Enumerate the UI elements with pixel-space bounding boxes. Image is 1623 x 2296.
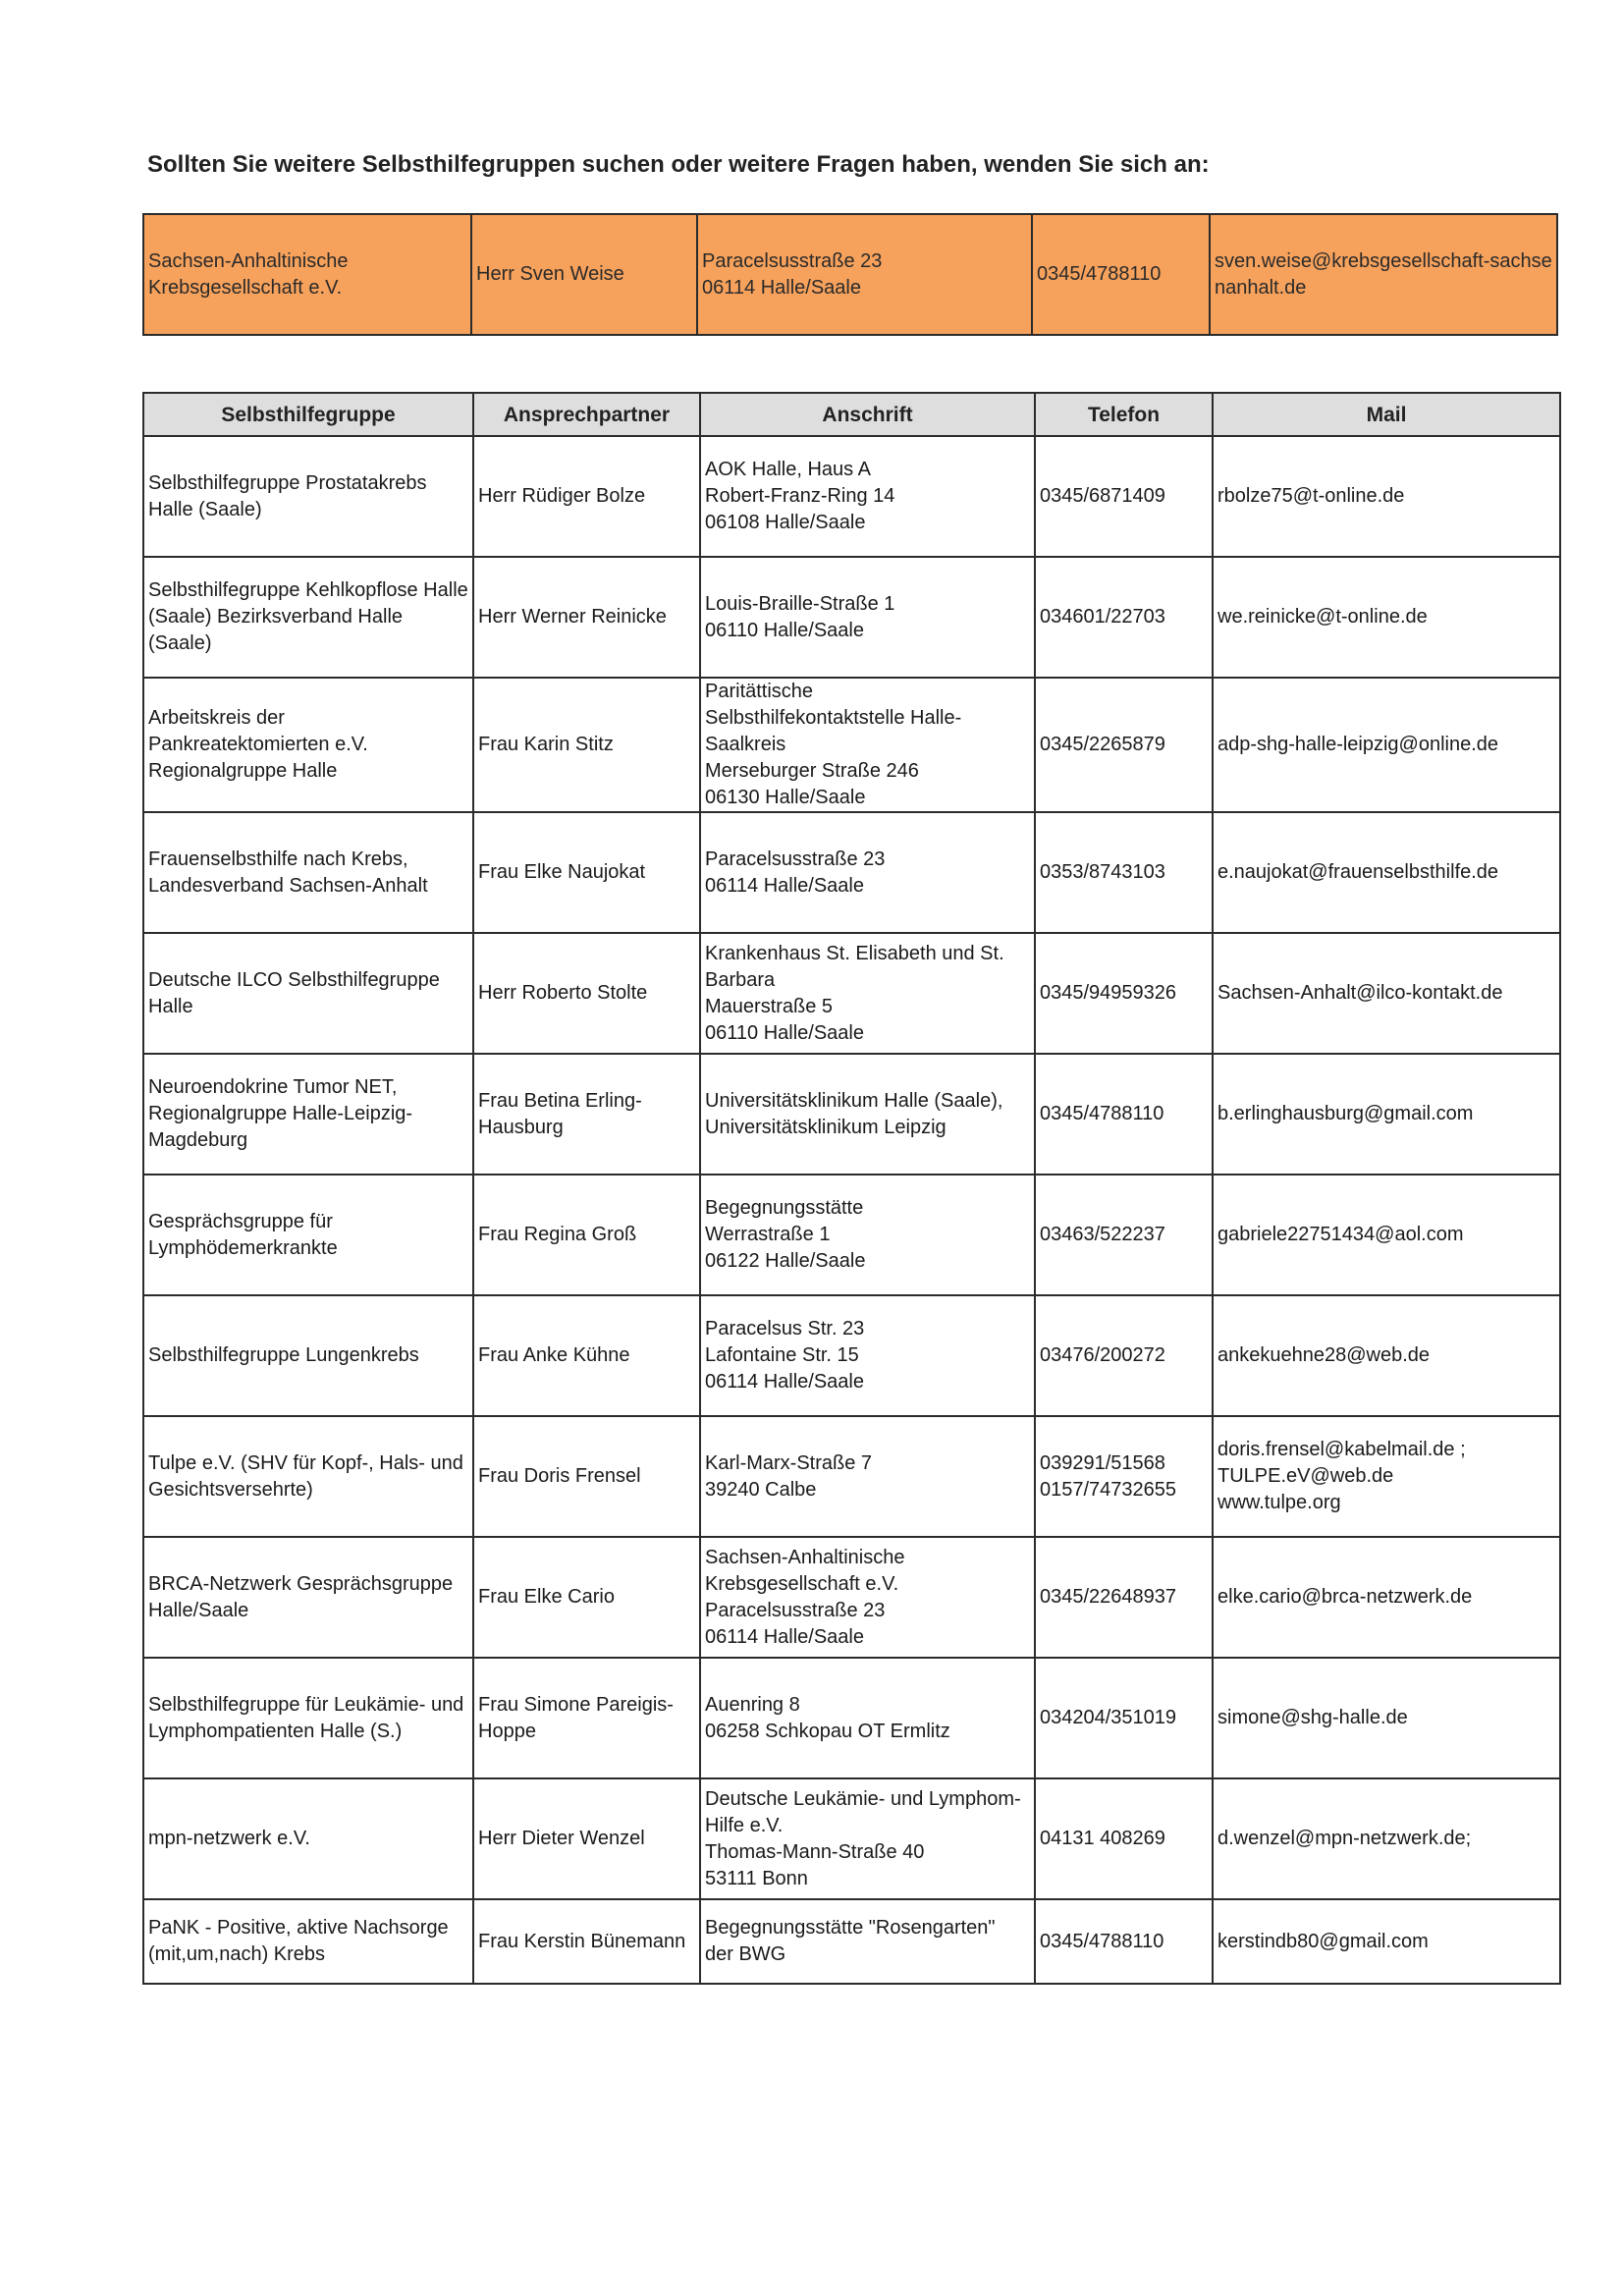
phone-cell: 0345/4788110	[1035, 1054, 1213, 1175]
support-groups-table	[142, 392, 1561, 1985]
contact-address: Paracelsusstraße 23 06114 Halle/Saale	[697, 214, 1032, 335]
group-name-cell: Arbeitskreis der Pankreatektomierten e.V. Regionalgruppe Halle	[143, 678, 473, 812]
group-name-cell: Gesprächsgruppe für Lymphödemerkrankte	[143, 1175, 473, 1295]
mail-cell[interactable]: d.wenzel@mpn-netzwerk.de;	[1213, 1778, 1560, 1899]
mail-cell[interactable]: kerstindb80@gmail.com	[1213, 1899, 1560, 1984]
group-name-cell: Neuroendokrine Tumor NET, Regionalgruppe Halle-Leipzig-Magdeburg	[143, 1054, 473, 1175]
mail-cell[interactable]: elke.cario@brca-netzwerk.de	[1213, 1537, 1560, 1658]
contact-organization: Sachsen-Anhaltinische Krebsgesellschaft e.V.	[143, 214, 471, 335]
header-group: Selbsthilfegruppe	[143, 393, 473, 436]
address-cell: Begegnungsstätte Werrastraße 1 06122 Halle/Saale	[700, 1175, 1035, 1295]
phone-cell: 03463/522237	[1035, 1175, 1213, 1295]
table-row	[143, 1778, 1560, 1899]
contact-person-cell: Herr Rüdiger Bolze	[473, 436, 700, 557]
header-address: Anschrift	[700, 393, 1035, 436]
mail-cell[interactable]: adp-shg-halle-leipzig@online.de	[1213, 678, 1560, 812]
group-name-cell: Selbsthilfegruppe Lungenkrebs	[143, 1295, 473, 1416]
contact-person-cell: Frau Doris Frensel	[473, 1416, 700, 1537]
table-body	[143, 436, 1560, 1984]
address-cell: Universitätsklinikum Halle (Saale), Universitätsklinikum Leipzig	[700, 1054, 1035, 1175]
phone-cell: 0345/4788110	[1035, 1899, 1213, 1984]
contact-phone: 0345/4788110	[1032, 214, 1210, 335]
contact-person: Herr Sven Weise	[471, 214, 697, 335]
contact-person-cell: Frau Anke Kühne	[473, 1295, 700, 1416]
table-row	[143, 1416, 1560, 1537]
address-cell: Paracelsusstraße 23 06114 Halle/Saale	[700, 812, 1035, 933]
group-name-cell: PaNK - Positive, aktive Nachsorge (mit,um,nach) Krebs	[143, 1899, 473, 1984]
table-row	[143, 1899, 1560, 1984]
address-cell: AOK Halle, Haus A Robert-Franz-Ring 14 06108 Halle/Saale	[700, 436, 1035, 557]
address-cell: Auenring 8 06258 Schkopau OT Ermlitz	[700, 1658, 1035, 1778]
mail-cell[interactable]: rbolze75@t-online.de	[1213, 436, 1560, 557]
phone-cell: 039291/51568 0157/74732655	[1035, 1416, 1213, 1537]
table-row	[143, 1054, 1560, 1175]
group-name-cell: Deutsche ILCO Selbsthilfegruppe Halle	[143, 933, 473, 1054]
table-row	[143, 436, 1560, 557]
table-row	[143, 678, 1560, 812]
group-name-cell: Selbsthilfegruppe für Leukämie- und Lymphompatienten Halle (S.)	[143, 1658, 473, 1778]
phone-cell: 04131 408269	[1035, 1778, 1213, 1899]
group-name-cell: BRCA-Netzwerk Gesprächsgruppe Halle/Saale	[143, 1537, 473, 1658]
mail-cell[interactable]: b.erlinghausburg@gmail.com	[1213, 1054, 1560, 1175]
group-name-cell: Frauenselbsthilfe nach Krebs, Landesverband Sachsen-Anhalt	[143, 812, 473, 933]
table-row	[143, 1658, 1560, 1778]
phone-cell: 0345/94959326	[1035, 933, 1213, 1054]
group-name-cell: mpn-netzwerk e.V.	[143, 1778, 473, 1899]
phone-cell: 0345/2265879	[1035, 678, 1213, 812]
address-cell: Paritättische Selbsthilfekontaktstelle Halle- Saalkreis Merseburger Straße 246 06130 Halle/Saale	[700, 678, 1035, 812]
phone-cell: 0345/6871409	[1035, 436, 1213, 557]
contact-person-cell: Herr Roberto Stolte	[473, 933, 700, 1054]
table-row	[143, 812, 1560, 933]
group-name-cell: Selbsthilfegruppe Prostatakrebs Halle (Saale)	[143, 436, 473, 557]
mail-cell[interactable]: Sachsen-Anhalt@ilco-kontakt.de	[1213, 933, 1560, 1054]
address-cell: Paracelsus Str. 23 Lafontaine Str. 15 06114 Halle/Saale	[700, 1295, 1035, 1416]
address-cell: Krankenhaus St. Elisabeth und St. Barbara Mauerstraße 5 06110 Halle/Saale	[700, 933, 1035, 1054]
contact-person-cell: Herr Dieter Wenzel	[473, 1778, 700, 1899]
table-row	[143, 933, 1560, 1054]
header-mail: Mail	[1213, 393, 1560, 436]
contact-person-cell: Frau Elke Naujokat	[473, 812, 700, 933]
contact-person-cell: Frau Karin Stitz	[473, 678, 700, 812]
contact-person-cell: Herr Werner Reinicke	[473, 557, 700, 678]
page-heading: Sollten Sie weitere Selbsthilfegruppen suchen oder weitere Fragen haben, wenden Sie sich an:	[147, 151, 1210, 178]
contact-person-cell: Frau Elke Cario	[473, 1537, 700, 1658]
header-contact-person: Ansprechpartner	[473, 393, 700, 436]
phone-cell: 0353/8743103	[1035, 812, 1213, 933]
table-row	[143, 1175, 1560, 1295]
header-phone: Telefon	[1035, 393, 1213, 436]
group-name-cell: Tulpe e.V. (SHV für Kopf-, Hals- und Gesichtsversehrte)	[143, 1416, 473, 1537]
contact-person-cell: Frau Betina Erling-Hausburg	[473, 1054, 700, 1175]
contact-person-cell: Frau Regina Groß	[473, 1175, 700, 1295]
phone-cell: 0345/22648937	[1035, 1537, 1213, 1658]
table-row	[143, 1295, 1560, 1416]
group-name-cell: Selbsthilfegruppe Kehlkopflose Halle (Saale) Bezirksverband Halle (Saale)	[143, 557, 473, 678]
mail-cell[interactable]: gabriele22751434@aol.com	[1213, 1175, 1560, 1295]
mail-cell[interactable]: simone@shg-halle.de	[1213, 1658, 1560, 1778]
main-contact-row	[143, 214, 1557, 335]
contact-mail[interactable]: sven.weise@krebsgesellschaft-sachsenanhalt.de	[1210, 214, 1557, 335]
address-cell: Begegnungsstätte "Rosengarten" der BWG	[700, 1899, 1035, 1984]
address-cell: Deutsche Leukämie- und Lymphom- Hilfe e.V. Thomas-Mann-Straße 40 53111 Bonn	[700, 1778, 1035, 1899]
phone-cell: 034601/22703	[1035, 557, 1213, 678]
address-cell: Louis-Braille-Straße 1 06110 Halle/Saale	[700, 557, 1035, 678]
table-row	[143, 1537, 1560, 1658]
contact-person-cell: Frau Simone Pareigis-Hoppe	[473, 1658, 700, 1778]
main-contact-table	[142, 213, 1558, 336]
address-cell: Sachsen-Anhaltinische Krebsgesellschaft e.V. Paracelsusstraße 23 06114 Halle/Saale	[700, 1537, 1035, 1658]
table-header-row	[143, 393, 1560, 436]
mail-cell[interactable]: ankekuehne28@web.de	[1213, 1295, 1560, 1416]
table-row	[143, 557, 1560, 678]
mail-cell[interactable]: doris.frensel@kabelmail.de ; TULPE.eV@web.de www.tulpe.org	[1213, 1416, 1560, 1537]
mail-cell[interactable]: e.naujokat@frauenselbsthilfe.de	[1213, 812, 1560, 933]
address-cell: Karl-Marx-Straße 7 39240 Calbe	[700, 1416, 1035, 1537]
phone-cell: 034204/351019	[1035, 1658, 1213, 1778]
mail-cell[interactable]: we.reinicke@t-online.de	[1213, 557, 1560, 678]
contact-person-cell: Frau Kerstin Bünemann	[473, 1899, 700, 1984]
phone-cell: 03476/200272	[1035, 1295, 1213, 1416]
